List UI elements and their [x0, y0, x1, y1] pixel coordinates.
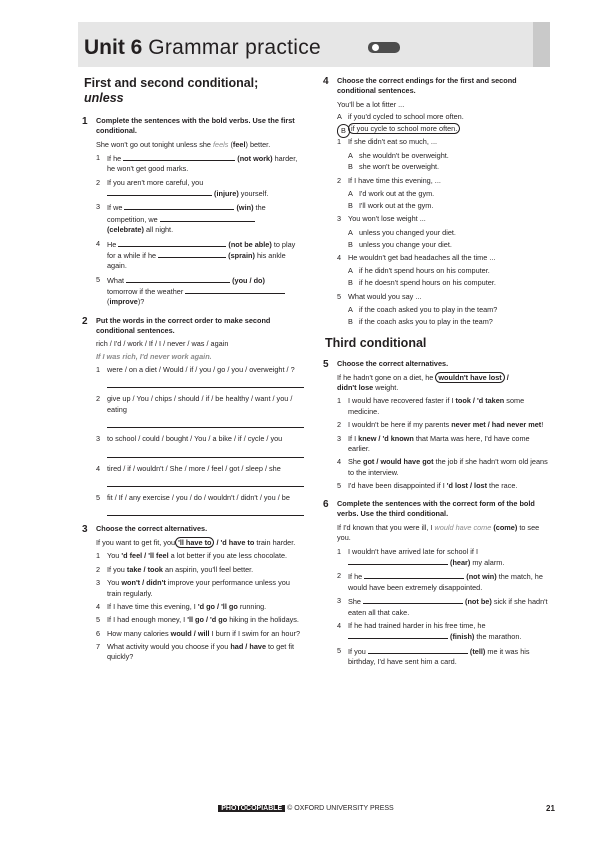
option-b[interactable]: B if he doesn't spend hours on his computer. — [348, 278, 496, 288]
option-b: B if you cycle to school more often. — [337, 124, 550, 134]
option-a: A if you'd cycled to school more often. — [337, 112, 464, 122]
exercise-6: 6 Complete the sentences with the correct form of the bold verbs. Use the third conditional. If I'd known that you were ill, I would have come (come) to see you. 1 I wouldn't have arrived late for school if I (hear) my alarm. 2 If he (not win) the match, he would have been extremely disappointed. 3 She (not be) sick if she hadn't eaten all that cake. 4 If he had trained harder in his free time, he (finish) the marathon. 5 If you (tell) me it was his birthday, I'd have sent him a card. — [325, 499, 550, 667]
list-item: 2 If you take / took an aspirin, you'll feel better. — [96, 564, 254, 574]
section-heading: First and second conditional; unless — [84, 76, 259, 105]
exercise-instruction: Complete the sentences with the bold verbs. Use the first conditional. — [96, 116, 295, 135]
list-item: 5 What (you / do) tomorrow if the weather (improve)? — [96, 275, 304, 308]
option-a[interactable]: A I'd work out at the gym. — [348, 189, 435, 199]
list-item: 1 I would have recovered faster if I took / 'd taken some medicine. — [337, 396, 525, 416]
choice[interactable]: 'd go / 'll go — [197, 601, 238, 611]
list-item: 5 If I had enough money, I 'll go / 'd go hiking in the holidays. — [96, 615, 299, 625]
list-item: 2 give up / You / chips / should / if / be healthy / want / you / eating — [96, 394, 293, 414]
choice[interactable]: knew / 'd known — [358, 433, 414, 443]
choice[interactable]: 'd lost / lost — [446, 480, 488, 490]
list-item: 4 She got / would have got the job if she hadn't worn old jeans to the interview. — [337, 457, 548, 477]
photocopiable-badge: PHOTOCOPIABLE — [218, 805, 285, 812]
option-a[interactable]: A she wouldn't be overweight. — [348, 150, 449, 160]
list-item: 4 If he had trained harder in his free time, he (finish) the marathon. — [337, 620, 522, 642]
exercise-1: 1 Complete the sentences with the bold verbs. Use the first conditional. She won't go out tonight unless she feels (feel) better. 1 If he (not work) harder, he won't get good marks. 2 If you aren't more careful, you (injure) yourself. 3 If we (win) the competition, we (celebrate) all night. 4 He (not be able) to play for a while if he (sprain) his ankle again. 5 What (you / do) tomorrow if the weather (improve)? — [84, 116, 304, 308]
choice[interactable]: 'll go / 'd go — [187, 615, 228, 625]
answer-line[interactable] — [107, 477, 304, 487]
exercise-2: 2 Put the words in the correct order to make second conditional sentences. rich / I'd / work / If / I / never / was / again If I was rich, I'd never work again. 1 were / on a diet / Would / if / you / go / you / overweight / ? 2 give up / You / chips / should / if / be healthy / want / you / eating 3 to school / could / bought / You / a bike / if / cycle / you 4 tired / if / wouldn't / She / more / feel / got / sleep / she 5 fit / If / any exercise / you / do / wouldn't / didn't / you / be — [84, 316, 304, 517]
choice[interactable]: had / have — [230, 642, 266, 651]
list-item: 3 She (not be) sick if she hadn't eaten all that cake. — [337, 596, 548, 617]
exercise-instruction: Choose the correct alternatives. — [96, 524, 208, 534]
answer-blank[interactable] — [123, 153, 235, 161]
list-item: 3 to school / could / bought / You / a bike / if / cycle / you — [96, 434, 283, 444]
list-item: 7 What activity would you choose if you had / have to get fit quickly? — [96, 642, 294, 662]
answer-blank[interactable] — [348, 557, 448, 565]
answer-line[interactable] — [107, 378, 304, 388]
answer-blank[interactable] — [107, 188, 212, 196]
model-sentence: You'll be a lot fitter ... — [337, 99, 405, 109]
list-item: 3 If I knew / 'd known that Marta was here, I'd have come earlier. — [337, 433, 530, 453]
answer-blank[interactable] — [185, 286, 285, 294]
list-item: 3 You won't / didn't improve your performance unless you train regularly. — [96, 578, 290, 598]
answer-line[interactable] — [107, 418, 304, 428]
option-b[interactable]: B unless you change your diet. — [348, 239, 452, 249]
exercise-instruction: Choose the correct endings for the first and second conditional sentences. — [337, 76, 517, 95]
answer-blank[interactable] — [363, 596, 463, 604]
answer-blank[interactable] — [124, 202, 234, 210]
list-item: 4 He (not be able) to play for a while if he (sprain) his ankle again. — [96, 238, 296, 271]
exercise-3: 3 Choose the correct alternatives. If you want to get fit, you 'll have to / 'd have to train harder. 1 You 'd feel / 'll feel a lot better if you ate less chocolate. 2 If you take / took an aspirin, you'll feel better. 3 You won't / didn't improve your performance unless you train regularly. 4 If I have time this evening, I 'd go / 'll go running. 5 If I had enough money, I 'll go / 'd go hiking in the holidays. 6 How many calories would / will I burn if I swim for an hour? 7 What activity would you choose if you had / have to get fit quickly? — [84, 524, 304, 662]
exercise-instruction: Put the words in the correct order to make second conditional sentences. — [96, 315, 271, 335]
answer-blank[interactable] — [158, 250, 226, 258]
exercise-instruction: Complete the sentences with the correct form of the bold verbs. Use the third conditional. — [337, 499, 535, 519]
list-item: 4 tired / if / wouldn't / She / more / feel / got / sleep / she — [96, 463, 281, 473]
page-number: 21 — [546, 804, 555, 813]
list-item: 1 were / on a diet / Would / if / you / go / you / overweight / ? — [96, 365, 295, 375]
choice[interactable]: got / would have got — [363, 457, 434, 467]
list-item: 2 I wouldn't be here if my parents never met / had never met! — [337, 420, 544, 430]
exercise-instruction: Choose the correct alternatives. — [337, 358, 449, 368]
list-item: 3 If we (win) the competition, we (celebrate) all night. — [96, 202, 266, 235]
option-a[interactable]: A if the coach asked you to play in the team? — [348, 304, 498, 314]
list-item: 1 If he (not work) harder, he won't get good marks. — [96, 153, 298, 174]
option-a[interactable]: A unless you changed your diet. — [348, 227, 456, 237]
choice[interactable]: 'd feel / 'll feel — [121, 551, 169, 561]
list-item: 4 If I have time this evening, I 'd go / 'll go running. — [96, 601, 267, 611]
option-b[interactable]: B if the coach asks you to play in the team? — [348, 316, 493, 326]
model-answer: If I was rich, I'd never work again. — [96, 351, 212, 361]
answer-line[interactable] — [107, 448, 304, 458]
header-tab — [533, 22, 550, 67]
list-item: 6 How many calories would / will I burn if I swim for an hour? — [96, 628, 301, 638]
list-item: 1 I wouldn't have arrived late for school if I (hear) my alarm. — [337, 546, 505, 568]
model-sentence: If I'd known that you were ill, I would have come (come) to see you. — [337, 523, 540, 543]
list-item: 5 What would you say ... — [337, 291, 422, 301]
answer-blank[interactable] — [126, 275, 230, 283]
list-item: 1 If she didn't eat so much, ... — [337, 137, 438, 147]
choice[interactable]: never met / had never met — [451, 420, 542, 430]
cd-icon — [368, 42, 400, 53]
answer-blank[interactable] — [118, 239, 226, 247]
page-title: Unit 6 Grammar practice — [84, 36, 322, 59]
list-item: 4 He wouldn't get bad headaches all the time ... — [337, 253, 496, 262]
example-words: rich / I'd / work / If / I / never / was / again — [96, 339, 229, 349]
option-a[interactable]: A if he didn't spend hours on his computer. — [348, 266, 490, 276]
answer-blank[interactable] — [364, 571, 464, 579]
list-item: 2 If I have time this evening, ... — [337, 175, 441, 185]
model-sentence: She won't go out tonight unless she feels (feel) better. — [96, 139, 271, 149]
list-item: 5 I'd have been disappointed if I 'd lost / lost the race. — [337, 480, 518, 490]
answer-blank[interactable] — [160, 214, 255, 222]
answer-line[interactable] — [107, 506, 304, 516]
left-column — [84, 76, 304, 666]
model-sentence: If he hadn't gone on a diet, he wouldn't have lost / didn't lose weight. — [337, 372, 509, 393]
exercise-4: 4 Choose the correct endings for the first and second conditional sentences. You'll be a lot fitter ... A if you'd cycled to school more often. B if you cycle to school more often. 1 If she didn't eat so much, ... A she wouldn't be overweight. B she won't be overweight. 2 If I have time this evening, ... A I'd work out at the gym. B I'll work out at the gym. 3 You won't lose weight ... A unless you changed your diet. B unless you change your diet. 4 He wouldn't get bad headaches all the time ... A if he didn't spend hours on his computer. B if he doesn't spend hours on his computer. 5 What would you say ... A if the coach asked you to play in the team? B if the coach asks you to play in the team? — [325, 76, 550, 327]
answer-blank[interactable] — [348, 631, 448, 639]
exercise-5: 5 Choose the correct alternatives. If he hadn't gone on a diet, he wouldn't have lost / didn't lose weight. 1 I would have recovered faster if I took / 'd taken some medicine. 2 I wouldn't be here if my parents never met / had never met! 3 If I knew / 'd known that Marta was here, I'd have come earlier. 4 She got / would have got the job if she hadn't worn old jeans to the interview. 5 I'd have been disappointed if I 'd lost / lost the race. — [325, 359, 550, 491]
answer-blank[interactable] — [368, 646, 468, 654]
list-item: 5 If you (tell) me it was his birthday, I'd have sent him a card. — [337, 645, 530, 666]
list-item: 1 You 'd feel / 'll feel a lot better if you ate less chocolate. — [96, 551, 288, 561]
list-item: 2 If he (not win) the match, he would have been extremely disappointed. — [337, 571, 543, 592]
option-b[interactable]: B I'll work out at the gym. — [348, 201, 434, 211]
list-item: 5 fit / If / any exercise / you / do / wouldn't / didn't / you / be — [96, 492, 290, 502]
section-heading: Third conditional — [325, 336, 427, 351]
choice[interactable]: won't / didn't — [121, 578, 166, 588]
list-item: 3 You won't lose weight ... — [337, 214, 426, 224]
right-column — [325, 76, 550, 670]
footer: PHOTOCOPIABLE © OXFORD UNIVERSITY PRESS — [0, 804, 612, 814]
choice[interactable]: would / will — [170, 628, 210, 638]
choice[interactable]: took / 'd taken — [455, 396, 505, 406]
list-item: 2 If you aren't more careful, you (injure) yourself. — [96, 177, 269, 199]
option-b[interactable]: B she won't be overweight. — [348, 162, 440, 172]
choice[interactable]: take / took — [126, 564, 163, 574]
model-sentence: If you want to get fit, you 'll have to / 'd have to train harder. — [96, 538, 296, 548]
